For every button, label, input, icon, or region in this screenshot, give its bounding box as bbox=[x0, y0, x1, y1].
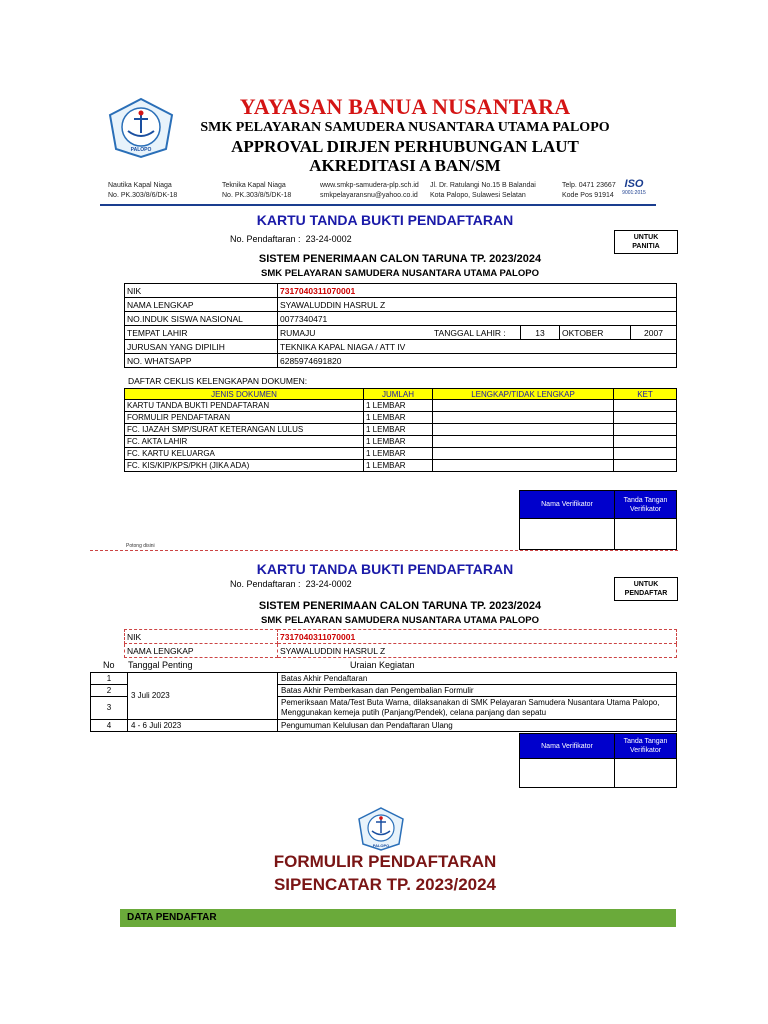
verifier-sign-field[interactable] bbox=[615, 759, 677, 788]
doc-name: FORMULIR PENDAFTARAN bbox=[125, 412, 364, 424]
table-row bbox=[125, 424, 677, 436]
major-value: TEKNIKA KAPAL NIAGA / ATT IV bbox=[278, 340, 677, 354]
copy-box-line-2: PANITIA bbox=[632, 243, 660, 250]
table-row bbox=[125, 340, 677, 354]
card1-verifier-table bbox=[519, 490, 677, 550]
card2-copy-box bbox=[614, 577, 678, 601]
verifier-row bbox=[520, 519, 677, 550]
doc-note[interactable] bbox=[614, 448, 677, 460]
dob-day: 13 bbox=[521, 326, 560, 340]
form-title-2: SIPENCATAR TP. 2023/2024 bbox=[273, 875, 497, 894]
card1-school: SMK PELAYARAN SAMUDERA NUSANTARA UTAMA PALOPO bbox=[261, 268, 539, 279]
iso-standard: 9001:2015 bbox=[622, 190, 646, 196]
table-row bbox=[91, 673, 677, 685]
sched-activity: Batas Akhir Pendaftaran bbox=[278, 673, 677, 685]
sched-activity: Pengumuman Kelulusan dan Pendaftaran Ulang bbox=[278, 720, 677, 732]
doc-note[interactable] bbox=[614, 412, 677, 424]
iso-label: ISO bbox=[624, 178, 644, 190]
col-note: KET bbox=[614, 389, 677, 400]
reg-label: No. Pendaftaran : bbox=[230, 234, 301, 244]
contact-web bbox=[320, 181, 419, 201]
sched-no: 4 bbox=[91, 720, 128, 732]
doc-qty: 1 LEMBAR bbox=[364, 424, 433, 436]
checklist-table bbox=[124, 388, 677, 472]
card1-copy-box bbox=[614, 230, 678, 254]
contact-phone bbox=[562, 181, 616, 201]
card2-verifier-table bbox=[519, 733, 677, 788]
doc-name: FC. KARTU KELUARGA bbox=[125, 448, 364, 460]
doc-status[interactable] bbox=[433, 436, 614, 448]
copy-box-line-1: UNTUK bbox=[633, 234, 659, 241]
table-row bbox=[125, 298, 677, 312]
verifier-header bbox=[520, 734, 677, 759]
approval-line: APPROVAL DIRJEN PERHUBUNGAN LAUT bbox=[231, 137, 579, 156]
sched-col-date: Tanggal Penting bbox=[128, 660, 193, 670]
card2-school: SMK PELAYARAN SAMUDERA NUSANTARA UTAMA PALOPO bbox=[261, 615, 539, 626]
phone: Telp. 0471 23667 bbox=[562, 182, 616, 189]
checklist-header bbox=[125, 389, 677, 400]
copy-box-line-1: UNTUK bbox=[633, 581, 659, 588]
nik-label: NIK bbox=[125, 284, 278, 298]
dob-month: OKTOBER bbox=[560, 326, 631, 340]
doc-status[interactable] bbox=[433, 412, 614, 424]
card1-reg-number bbox=[230, 234, 470, 244]
program-teknika bbox=[222, 181, 291, 201]
table-row bbox=[125, 644, 677, 658]
verifier-header bbox=[520, 491, 677, 519]
sched-col-activity: Uraian Kegiatan bbox=[350, 660, 415, 670]
reg-value: 23-24-0002 bbox=[305, 234, 352, 244]
cut-line bbox=[90, 550, 678, 551]
card1-system: SISTEM PENERIMAAN CALON TARUNA TP. 2023/2024 bbox=[258, 253, 542, 265]
logo-caption: PALOPO bbox=[130, 147, 152, 153]
col-doc: JENIS DOKUMEN bbox=[125, 389, 364, 400]
contact-address bbox=[430, 181, 536, 201]
doc-name: FC. KIS/KIP/KPS/PKH (JIKA ADA) bbox=[125, 460, 364, 472]
nik-value: 7317040311070001 bbox=[278, 630, 677, 644]
table-row bbox=[125, 460, 677, 472]
doc-note[interactable] bbox=[614, 460, 677, 472]
col-qty: JUMLAH bbox=[364, 389, 433, 400]
address-line-1: Jl. Dr. Ratulangi No.15 B Balandai bbox=[430, 182, 536, 189]
form-title-1: FORMULIR PENDAFTARAN bbox=[273, 852, 497, 871]
sched-col-no: No bbox=[103, 660, 115, 670]
card2-system: SISTEM PENERIMAAN CALON TARUNA TP. 2023/2024 bbox=[258, 600, 542, 612]
name-label: NAMA LENGKAP bbox=[125, 298, 278, 312]
doc-name: KARTU TANDA BUKTI PENDAFTARAN bbox=[125, 400, 364, 412]
program-nautika bbox=[108, 181, 177, 201]
table-row bbox=[125, 412, 677, 424]
table-row bbox=[125, 354, 677, 368]
reg-value: 23-24-0002 bbox=[305, 579, 352, 589]
dob-label: TANGGAL LAHIR : bbox=[432, 326, 521, 340]
whatsapp-label: NO. WHATSAPP bbox=[125, 354, 278, 368]
verifier-name-field[interactable] bbox=[520, 519, 615, 550]
table-row bbox=[125, 448, 677, 460]
verifier-sign-label: Tanda Tangan Verifikator bbox=[615, 734, 677, 759]
sched-date: 4 - 6 Juli 2023 bbox=[128, 720, 278, 732]
doc-note[interactable] bbox=[614, 400, 677, 412]
address-line-2: Kota Palopo, Sulawesi Selatan bbox=[430, 192, 526, 199]
doc-qty: 1 LEMBAR bbox=[364, 400, 433, 412]
form-logo bbox=[356, 806, 406, 852]
header-divider bbox=[100, 204, 656, 206]
nik-label: NIK bbox=[125, 630, 278, 644]
sched-no: 2 bbox=[91, 685, 128, 697]
school-name: SMK PELAYARAN SAMUDERA NUSANTARA UTAMA PALOPO bbox=[200, 120, 610, 135]
doc-name: FC. AKTA LAHIR bbox=[125, 436, 364, 448]
nautika-label: Nautika Kapal Niaga bbox=[108, 182, 172, 189]
foundation-name: YAYASAN BANUA NUSANTARA bbox=[239, 94, 571, 119]
sched-date: 3 Juli 2023 bbox=[128, 673, 278, 720]
email[interactable]: smkpelayaransnu@yahoo.co.id bbox=[320, 192, 418, 199]
card2-reg-number bbox=[230, 579, 470, 589]
card1-title: KARTU TANDA BUKTI PENDAFTARAN bbox=[256, 212, 514, 228]
form-logo-caption: PALOPO bbox=[372, 843, 390, 848]
verifier-name-label: Nama Verifikator bbox=[520, 491, 615, 519]
verifier-sign-label: Tanda Tangan Verifikator bbox=[615, 491, 677, 519]
table-row bbox=[125, 312, 677, 326]
doc-note[interactable] bbox=[614, 436, 677, 448]
nik-value: 7317040311070001 bbox=[278, 284, 677, 298]
name-label: NAMA LENGKAP bbox=[125, 644, 278, 658]
accreditation-line: AKREDITASI A BAN/SM bbox=[309, 156, 501, 175]
verifier-name-label: Nama Verifikator bbox=[520, 734, 615, 759]
schedule-table bbox=[90, 672, 677, 732]
verifier-row bbox=[520, 759, 677, 788]
major-label: JURUSAN YANG DIPILIH bbox=[125, 340, 278, 354]
sched-no: 3 bbox=[91, 697, 128, 720]
nisn-value: 0077340471 bbox=[278, 312, 677, 326]
cut-here-label: Potong disini bbox=[126, 543, 155, 549]
sched-no: 1 bbox=[91, 673, 128, 685]
website[interactable]: www.smkp-samudera-plp.sch.id bbox=[320, 182, 419, 189]
table-row bbox=[91, 720, 677, 732]
iso-badge bbox=[620, 178, 648, 202]
col-status: LENGKAP/TIDAK LENGKAP bbox=[433, 389, 614, 400]
table-row bbox=[125, 284, 677, 298]
name-value: SYAWALUDDIN HASRUL Z bbox=[278, 644, 677, 658]
whatsapp-value: 6285974691820 bbox=[278, 354, 677, 368]
doc-qty: 1 LEMBAR bbox=[364, 460, 433, 472]
checklist-title: DAFTAR CEKLIS KELENGKAPAN DOKUMEN: bbox=[128, 376, 308, 386]
card2-data-table bbox=[124, 629, 677, 658]
postal-code: Kode Pos 91914 bbox=[562, 192, 614, 199]
table-row bbox=[125, 630, 677, 644]
card1-data-table bbox=[124, 283, 677, 368]
name-value: SYAWALUDDIN HASRUL Z bbox=[278, 298, 677, 312]
school-logo bbox=[106, 97, 176, 159]
sched-activity: Batas Akhir Pemberkasan dan Pengembalian Formulir bbox=[278, 685, 677, 697]
doc-note[interactable] bbox=[614, 424, 677, 436]
pob-value: RUMAJU bbox=[278, 326, 433, 340]
doc-status[interactable] bbox=[433, 448, 614, 460]
doc-qty: 1 LEMBAR bbox=[364, 436, 433, 448]
doc-qty: 1 LEMBAR bbox=[364, 412, 433, 424]
table-row bbox=[125, 326, 677, 340]
doc-status[interactable] bbox=[433, 460, 614, 472]
nisn-label: NO.INDUK SISWA NASIONAL bbox=[125, 312, 278, 326]
teknika-label: Teknika Kapal Niaga bbox=[222, 182, 286, 189]
verifier-name-field[interactable] bbox=[520, 759, 615, 788]
table-row bbox=[125, 400, 677, 412]
pob-label: TEMPAT LAHIR bbox=[125, 326, 278, 340]
verifier-sign-field[interactable] bbox=[615, 519, 677, 550]
doc-status[interactable] bbox=[433, 424, 614, 436]
doc-name: FC. IJAZAH SMP/SURAT KETERANGAN LULUS bbox=[125, 424, 364, 436]
reg-label: No. Pendaftaran : bbox=[230, 579, 301, 589]
sched-activity: Pemeriksaan Mata/Test Buta Warna, dilaksanakan di SMK Pelayaran Samudera Nusantara Utama Palopo, Menggunakan kemeja putih (Panjang/Pendek), celana panjang dan sepatu bbox=[278, 697, 677, 720]
doc-qty: 1 LEMBAR bbox=[364, 448, 433, 460]
teknika-number: No. PK.303/8/5/DK-18 bbox=[222, 192, 292, 199]
nautika-number: No. PK.303/8/6/DK-18 bbox=[108, 192, 178, 199]
table-row bbox=[125, 436, 677, 448]
copy-box-line-2: PENDAFTAR bbox=[624, 590, 668, 597]
card2-title: KARTU TANDA BUKTI PENDAFTARAN bbox=[256, 561, 514, 577]
data-pendaftar-section: DATA PENDAFTAR bbox=[120, 909, 676, 927]
dob-year: 2007 bbox=[631, 326, 677, 340]
doc-status[interactable] bbox=[433, 400, 614, 412]
